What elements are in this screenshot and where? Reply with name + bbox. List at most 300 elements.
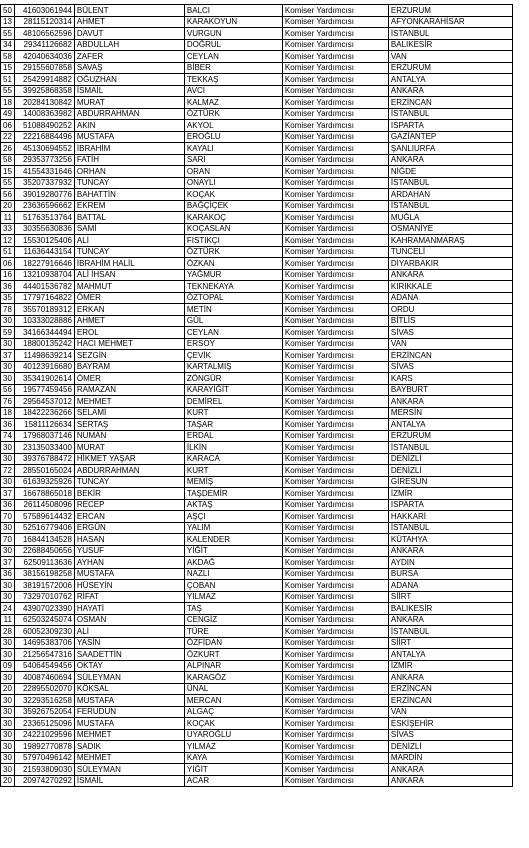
row-number-cell: 30 [1, 442, 15, 454]
first-name-cell: MEHMET [74, 752, 184, 764]
table-row [1, 649, 513, 661]
first-name-cell: RİFAT [74, 591, 184, 603]
last-name-cell: EROĞLU [184, 131, 282, 143]
first-name-cell: YASİN [74, 637, 184, 649]
id-number-cell: 18800135242 [14, 338, 74, 350]
first-name-cell: İSMAİL [74, 775, 184, 787]
province-cell: ANTALYA [388, 649, 512, 661]
row-number-cell: 16 [1, 269, 15, 281]
row-number-cell: 36 [1, 568, 15, 580]
row-number-cell: 30 [1, 649, 15, 661]
id-number-cell: 29564537012 [14, 396, 74, 408]
table-row [1, 361, 513, 373]
province-cell: VAN [388, 338, 512, 350]
row-number-cell: 56 [1, 384, 15, 396]
province-cell: GİRESUN [388, 476, 512, 488]
table-row [1, 534, 513, 546]
first-name-cell: EKREM [74, 200, 184, 212]
first-name-cell: FATİH [74, 154, 184, 166]
rank-cell: Komiser Yardımcısı [282, 672, 388, 684]
table-row [1, 752, 513, 764]
last-name-cell: ÖZKURT [184, 649, 282, 661]
rank-cell: Komiser Yardımcısı [282, 5, 388, 17]
id-number-cell: 38191572006 [14, 580, 74, 592]
province-cell: İSTANBUL [388, 28, 512, 40]
row-number-cell: 49 [1, 108, 15, 120]
id-number-cell: 17968037146 [14, 430, 74, 442]
id-number-cell: 62509113636 [14, 557, 74, 569]
table-row [1, 246, 513, 258]
last-name-cell: FISTIKÇI [184, 235, 282, 247]
row-number-cell: 30 [1, 545, 15, 557]
table-row [1, 338, 513, 350]
province-cell: İSTANBUL [388, 200, 512, 212]
last-name-cell: MERCAN [184, 695, 282, 707]
table-row [1, 16, 513, 28]
first-name-cell: SÜLEYMAN [74, 672, 184, 684]
table-row [1, 603, 513, 615]
province-cell: ŞANLIURFA [388, 143, 512, 155]
rank-cell: Komiser Yardımcısı [282, 729, 388, 741]
table-row [1, 223, 513, 235]
table-row [1, 62, 513, 74]
last-name-cell: UYAROĞLU [184, 729, 282, 741]
province-cell: ANKARA [388, 775, 512, 787]
rank-cell: Komiser Yardımcısı [282, 453, 388, 465]
province-cell: BURSA [388, 568, 512, 580]
first-name-cell: ERCAN [74, 511, 184, 523]
id-number-cell: 35207337932 [14, 177, 74, 189]
table-row [1, 430, 513, 442]
id-number-cell: 38156198258 [14, 568, 74, 580]
first-name-cell: BAHATTİN [74, 189, 184, 201]
last-name-cell: ALPINAR [184, 660, 282, 672]
id-number-cell: 42040634036 [14, 51, 74, 63]
row-number-cell: 55 [1, 177, 15, 189]
id-number-cell: 23636596662 [14, 200, 74, 212]
row-number-cell: 37 [1, 488, 15, 500]
id-number-cell: 14008363982 [14, 108, 74, 120]
rank-cell: Komiser Yardımcısı [282, 384, 388, 396]
table-row [1, 200, 513, 212]
id-number-cell: 51763513764 [14, 212, 74, 224]
first-name-cell: BAYRAM [74, 361, 184, 373]
id-number-cell: 18422236266 [14, 407, 74, 419]
province-cell: MERSİN [388, 407, 512, 419]
id-number-cell: 16678865018 [14, 488, 74, 500]
id-number-cell: 25429914882 [14, 74, 74, 86]
first-name-cell: ORHAN [74, 166, 184, 178]
table-row [1, 143, 513, 155]
id-number-cell: 34166344494 [14, 327, 74, 339]
table-row [1, 683, 513, 695]
rank-cell: Komiser Yardımcısı [282, 499, 388, 511]
rank-cell: Komiser Yardımcısı [282, 304, 388, 316]
id-number-cell: 17797164822 [14, 292, 74, 304]
last-name-cell: KARTALMIŞ [184, 361, 282, 373]
first-name-cell: ALİ [74, 235, 184, 247]
row-number-cell: 30 [1, 315, 15, 327]
first-name-cell: ÖMER [74, 373, 184, 385]
province-cell: İSTANBUL [388, 626, 512, 638]
table-row [1, 637, 513, 649]
rank-cell: Komiser Yardımcısı [282, 350, 388, 362]
row-number-cell: 55 [1, 28, 15, 40]
province-cell: MUĞLA [388, 212, 512, 224]
first-name-cell: RECEP [74, 499, 184, 511]
last-name-cell: ÖZFİDAN [184, 637, 282, 649]
id-number-cell: 29341126682 [14, 39, 74, 51]
table-row [1, 591, 513, 603]
rank-cell: Komiser Yardımcısı [282, 476, 388, 488]
rank-cell: Komiser Yardımcısı [282, 131, 388, 143]
first-name-cell: HACI MEHMET [74, 338, 184, 350]
first-name-cell: İBRAHİM [74, 143, 184, 155]
last-name-cell: ÇOBAN [184, 580, 282, 592]
province-cell: KÜTAHYA [388, 534, 512, 546]
last-name-cell: KARAKOYUN [184, 16, 282, 28]
row-number-cell: 34 [1, 39, 15, 51]
rank-cell: Komiser Yardımcısı [282, 143, 388, 155]
rank-cell: Komiser Yardımcısı [282, 764, 388, 776]
province-cell: İSTANBUL [388, 522, 512, 534]
first-name-cell: ERGÜN [74, 522, 184, 534]
last-name-cell: MEMİŞ [184, 476, 282, 488]
row-number-cell: 30 [1, 706, 15, 718]
first-name-cell: HÜSEYİN [74, 580, 184, 592]
table-row [1, 729, 513, 741]
table-row [1, 557, 513, 569]
id-number-cell: 35341902614 [14, 373, 74, 385]
last-name-cell: NAZLI [184, 568, 282, 580]
table-row [1, 327, 513, 339]
rank-cell: Komiser Yardımcısı [282, 327, 388, 339]
last-name-cell: ACAR [184, 775, 282, 787]
province-cell: SİİRT [388, 637, 512, 649]
table-row [1, 269, 513, 281]
last-name-cell: CENGİZ [184, 614, 282, 626]
province-cell: İSTANBUL [388, 177, 512, 189]
id-number-cell: 11498639214 [14, 350, 74, 362]
last-name-cell: GÜL [184, 315, 282, 327]
rank-cell: Komiser Yardımcısı [282, 580, 388, 592]
table-row [1, 775, 513, 787]
first-name-cell: MUSTAFA [74, 718, 184, 730]
first-name-cell: AHMET [74, 16, 184, 28]
row-number-cell: 11 [1, 212, 15, 224]
id-number-cell: 43907023390 [14, 603, 74, 615]
row-number-cell: 12 [1, 235, 15, 247]
province-cell: BAYBURT [388, 384, 512, 396]
row-number-cell: 30 [1, 373, 15, 385]
last-name-cell: BİBER [184, 62, 282, 74]
table-row [1, 419, 513, 431]
table-row [1, 718, 513, 730]
rank-cell: Komiser Yardımcısı [282, 189, 388, 201]
last-name-cell: AKDAĞ [184, 557, 282, 569]
row-number-cell: 58 [1, 154, 15, 166]
rank-cell: Komiser Yardımcısı [282, 534, 388, 546]
first-name-cell: SADIK [74, 741, 184, 753]
rank-cell: Komiser Yardımcısı [282, 706, 388, 718]
rank-cell: Komiser Yardımcısı [282, 545, 388, 557]
rank-cell: Komiser Yardımcısı [282, 166, 388, 178]
first-name-cell: ÖMER [74, 292, 184, 304]
rank-cell: Komiser Yardımcısı [282, 683, 388, 695]
first-name-cell: BEKİR [74, 488, 184, 500]
last-name-cell: AŞÇI [184, 511, 282, 523]
last-name-cell: ERDAL [184, 430, 282, 442]
last-name-cell: KARACA [184, 453, 282, 465]
table-row [1, 442, 513, 454]
id-number-cell: 22688450656 [14, 545, 74, 557]
first-name-cell: SAMİ [74, 223, 184, 235]
row-number-cell: 06 [1, 258, 15, 270]
row-number-cell: 24 [1, 603, 15, 615]
rank-cell: Komiser Yardımcısı [282, 177, 388, 189]
id-number-cell: 48106562596 [14, 28, 74, 40]
row-number-cell: 76 [1, 396, 15, 408]
id-number-cell: 18227916646 [14, 258, 74, 270]
rank-cell: Komiser Yardımcısı [282, 39, 388, 51]
rank-cell: Komiser Yardımcısı [282, 752, 388, 764]
last-name-cell: DEMİREL [184, 396, 282, 408]
table-row [1, 154, 513, 166]
row-number-cell: 30 [1, 695, 15, 707]
table-row [1, 108, 513, 120]
table-row [1, 568, 513, 580]
id-number-cell: 57970496142 [14, 752, 74, 764]
table-row [1, 396, 513, 408]
row-number-cell: 30 [1, 580, 15, 592]
rank-cell: Komiser Yardımcısı [282, 51, 388, 63]
id-number-cell: 30355630836 [14, 223, 74, 235]
rank-cell: Komiser Yardımcısı [282, 361, 388, 373]
row-number-cell: 28 [1, 626, 15, 638]
rank-cell: Komiser Yardımcısı [282, 108, 388, 120]
rank-cell: Komiser Yardımcısı [282, 258, 388, 270]
table-row [1, 488, 513, 500]
last-name-cell: TEKKAŞ [184, 74, 282, 86]
id-number-cell: 22216884496 [14, 131, 74, 143]
rank-cell: Komiser Yardımcısı [282, 430, 388, 442]
table-row [1, 212, 513, 224]
row-number-cell: 50 [1, 5, 15, 17]
id-number-cell: 15530125406 [14, 235, 74, 247]
province-cell: BİTLİS [388, 315, 512, 327]
first-name-cell: MAHMUT [74, 281, 184, 293]
id-number-cell: 28115120314 [14, 16, 74, 28]
row-number-cell: 36 [1, 419, 15, 431]
id-number-cell: 35570189312 [14, 304, 74, 316]
province-cell: İZMİR [388, 660, 512, 672]
last-name-cell: ALGAÇ [184, 706, 282, 718]
last-name-cell: KOÇAK [184, 189, 282, 201]
id-number-cell: 23135033400 [14, 442, 74, 454]
rank-cell: Komiser Yardımcısı [282, 649, 388, 661]
id-number-cell: 40087460694 [14, 672, 74, 684]
row-number-cell: 78 [1, 304, 15, 316]
first-name-cell: ABDURRAHMAN [74, 465, 184, 477]
province-cell: GAZİANTEP [388, 131, 512, 143]
rank-cell: Komiser Yardımcısı [282, 741, 388, 753]
first-name-cell: HİKMET YAŞAR [74, 453, 184, 465]
table-row [1, 764, 513, 776]
id-number-cell: 13210938704 [14, 269, 74, 281]
table-row [1, 5, 513, 17]
rank-cell: Komiser Yardımcısı [282, 511, 388, 523]
last-name-cell: KOÇAK [184, 718, 282, 730]
row-number-cell: 18 [1, 97, 15, 109]
province-cell: ISPARTA [388, 499, 512, 511]
row-number-cell: 30 [1, 672, 15, 684]
row-number-cell: 30 [1, 476, 15, 488]
province-cell: ADANA [388, 580, 512, 592]
rank-cell: Komiser Yardımcısı [282, 85, 388, 97]
rank-cell: Komiser Yardımcısı [282, 442, 388, 454]
first-name-cell: MEHMET [74, 396, 184, 408]
id-number-cell: 57589614432 [14, 511, 74, 523]
rank-cell: Komiser Yardımcısı [282, 568, 388, 580]
row-number-cell: 20 [1, 200, 15, 212]
id-number-cell: 20284130842 [14, 97, 74, 109]
province-cell: BALIKESİR [388, 39, 512, 51]
province-cell: TUNCELİ [388, 246, 512, 258]
id-number-cell: 10333028886 [14, 315, 74, 327]
first-name-cell: KÖKSAL [74, 683, 184, 695]
table-row [1, 580, 513, 592]
table-row [1, 350, 513, 362]
rank-cell: Komiser Yardımcısı [282, 626, 388, 638]
last-name-cell: AKYOL [184, 120, 282, 132]
last-name-cell: AVCI [184, 85, 282, 97]
province-cell: ANKARA [388, 154, 512, 166]
rank-cell: Komiser Yardımcısı [282, 200, 388, 212]
rank-cell: Komiser Yardımcısı [282, 97, 388, 109]
table-row [1, 511, 513, 523]
province-cell: DENİZLİ [388, 453, 512, 465]
row-number-cell: 09 [1, 660, 15, 672]
first-name-cell: OKTAY [74, 660, 184, 672]
row-number-cell: 15 [1, 62, 15, 74]
first-name-cell: ABDURRAHMAN [74, 108, 184, 120]
province-cell: VAN [388, 706, 512, 718]
table-row [1, 51, 513, 63]
rank-cell: Komiser Yardımcısı [282, 718, 388, 730]
table-row [1, 281, 513, 293]
rank-cell: Komiser Yardımcısı [282, 603, 388, 615]
last-name-cell: TAŞ [184, 603, 282, 615]
table-body [1, 5, 513, 787]
row-number-cell: 18 [1, 407, 15, 419]
province-cell: ORDU [388, 304, 512, 316]
first-name-cell: AYHAN [74, 557, 184, 569]
first-name-cell: ERKAN [74, 304, 184, 316]
last-name-cell: VURGUN [184, 28, 282, 40]
table-row [1, 97, 513, 109]
row-number-cell: 72 [1, 465, 15, 477]
row-number-cell: 20 [1, 683, 15, 695]
rank-cell: Komiser Yardımcısı [282, 660, 388, 672]
table-row [1, 177, 513, 189]
province-cell: ANTALYA [388, 419, 512, 431]
first-name-cell: OSMAN [74, 614, 184, 626]
province-cell: AFYONKARAHİSAR [388, 16, 512, 28]
table-row [1, 453, 513, 465]
first-name-cell: İBRAHİM HALİL [74, 258, 184, 270]
rank-cell: Komiser Yardımcısı [282, 154, 388, 166]
id-number-cell: 39019280776 [14, 189, 74, 201]
id-number-cell: 14695383706 [14, 637, 74, 649]
last-name-cell: YILMAZ [184, 591, 282, 603]
first-name-cell: TUNCAY [74, 476, 184, 488]
province-cell: ERZİNCAN [388, 683, 512, 695]
table-row [1, 545, 513, 557]
id-number-cell: 29155607858 [14, 62, 74, 74]
id-number-cell: 19892770878 [14, 741, 74, 753]
last-name-cell: ORAN [184, 166, 282, 178]
last-name-cell: ÖZTÜRK [184, 246, 282, 258]
row-number-cell: 22 [1, 131, 15, 143]
last-name-cell: SARI [184, 154, 282, 166]
last-name-cell: TEKNEKAYA [184, 281, 282, 293]
last-name-cell: KURT [184, 465, 282, 477]
province-cell: DİYARBAKIR [388, 258, 512, 270]
id-number-cell: 54064549456 [14, 660, 74, 672]
province-cell: BALIKESİR [388, 603, 512, 615]
table-row [1, 614, 513, 626]
id-number-cell: 23365125096 [14, 718, 74, 730]
province-cell: ESKİŞEHİR [388, 718, 512, 730]
id-number-cell: 39925868358 [14, 85, 74, 97]
table-row [1, 39, 513, 51]
rank-cell: Komiser Yardımcısı [282, 407, 388, 419]
table-row [1, 660, 513, 672]
first-name-cell: FERUDUN [74, 706, 184, 718]
table-row [1, 85, 513, 97]
row-number-cell: 51 [1, 74, 15, 86]
province-cell: SİVAS [388, 361, 512, 373]
table-row [1, 407, 513, 419]
row-number-cell: 70 [1, 534, 15, 546]
province-cell: ARDAHAN [388, 189, 512, 201]
last-name-cell: BALCI [184, 5, 282, 17]
id-number-cell: 22895502070 [14, 683, 74, 695]
first-name-cell: YUSUF [74, 545, 184, 557]
rank-cell: Komiser Yardımcısı [282, 74, 388, 86]
table-row [1, 292, 513, 304]
rank-cell: Komiser Yardımcısı [282, 120, 388, 132]
last-name-cell: YILMAZ [184, 741, 282, 753]
first-name-cell: SERTAŞ [74, 419, 184, 431]
first-name-cell: OĞUZHAN [74, 74, 184, 86]
table-row [1, 706, 513, 718]
province-cell: ANKARA [388, 396, 512, 408]
first-name-cell: MURAT [74, 97, 184, 109]
first-name-cell: MUSTAFA [74, 695, 184, 707]
last-name-cell: YİĞİT [184, 545, 282, 557]
province-cell: ANKARA [388, 614, 512, 626]
province-cell: ERZURUM [388, 430, 512, 442]
rank-cell: Komiser Yardımcısı [282, 246, 388, 258]
province-cell: SİİRT [388, 591, 512, 603]
id-number-cell: 41554331646 [14, 166, 74, 178]
province-cell: KARS [388, 373, 512, 385]
province-cell: İZMİR [388, 488, 512, 500]
last-name-cell: TÜRE [184, 626, 282, 638]
last-name-cell: CEYLAN [184, 327, 282, 339]
last-name-cell: KAYA [184, 752, 282, 764]
